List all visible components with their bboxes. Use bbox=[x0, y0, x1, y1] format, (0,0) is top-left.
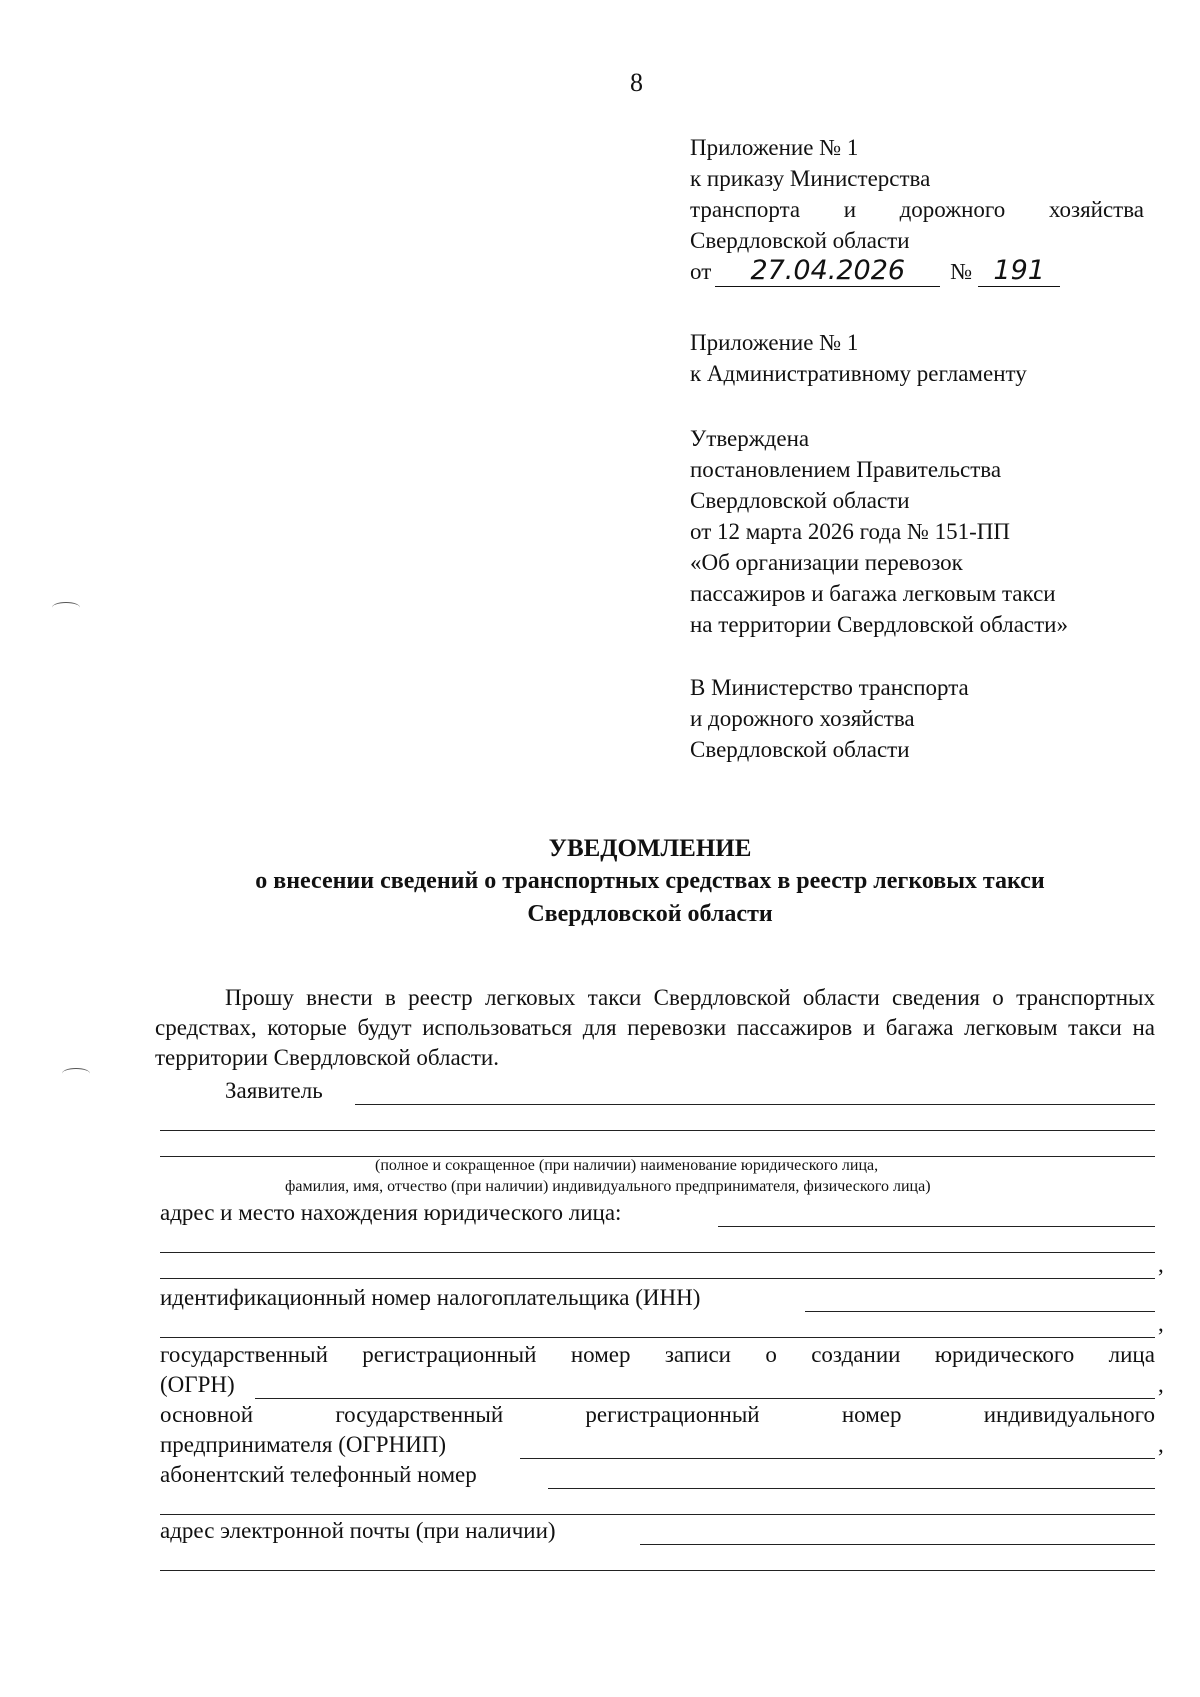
inn-label: идентификационный номер налогоплательщика (ИНН) bbox=[160, 1285, 701, 1310]
addressee-line: Свердловской области bbox=[690, 737, 910, 762]
document-title bbox=[0, 832, 1200, 931]
ogrnip-label: предпринимателя (ОГРНИП) bbox=[160, 1432, 447, 1457]
title-line3: Свердловской области bbox=[527, 901, 773, 927]
appendix-regulation-line1: Приложение № 1 bbox=[690, 330, 859, 355]
address-field-line[interactable] bbox=[160, 1252, 1155, 1253]
title-line1: УВЕДОМЛЕНИЕ bbox=[548, 835, 752, 862]
approved-block bbox=[690, 423, 1160, 640]
approved-line: постановлением Правительства bbox=[690, 457, 1002, 482]
appendix-order-line3 bbox=[690, 194, 1144, 225]
page-number: 8 bbox=[630, 68, 643, 97]
comma: , bbox=[1158, 1372, 1164, 1397]
approved-line: Утверждена bbox=[690, 426, 810, 451]
address-field-line[interactable] bbox=[718, 1226, 1155, 1227]
handwritten-date: 27.04.2026 bbox=[715, 256, 940, 287]
inn-field-line[interactable] bbox=[160, 1337, 1155, 1338]
applicant-field-line[interactable] bbox=[160, 1130, 1155, 1131]
ogrn-text-line bbox=[160, 1342, 1155, 1368]
comma: , bbox=[1158, 1311, 1164, 1336]
approved-line: Свердловской области bbox=[690, 488, 910, 513]
ogrnip-word: индивидуального bbox=[983, 1402, 1155, 1427]
ogrn-label: (ОГРН) bbox=[160, 1372, 235, 1397]
email-field-line[interactable] bbox=[160, 1570, 1155, 1571]
date-prefix: от bbox=[690, 259, 712, 284]
appendix-order-block bbox=[690, 132, 1160, 287]
addressee-line: В Министерство транспорта bbox=[690, 675, 969, 700]
ogrn-word: лица bbox=[1108, 1342, 1155, 1367]
number-prefix: № bbox=[950, 259, 973, 284]
ogrn-word: юридического bbox=[934, 1342, 1075, 1367]
appendix-order-word: хозяйства bbox=[1048, 197, 1144, 222]
ogrn-field-line[interactable] bbox=[255, 1398, 1155, 1399]
comma: , bbox=[1158, 1432, 1164, 1457]
ogrn-word: номер bbox=[570, 1342, 631, 1367]
address-field-line[interactable] bbox=[160, 1278, 1155, 1279]
appendix-order-line1: Приложение № 1 bbox=[690, 135, 859, 160]
approved-line: «Об организации перевозок bbox=[690, 550, 963, 575]
email-field-line[interactable] bbox=[640, 1544, 1155, 1545]
appendix-regulation-block bbox=[690, 327, 1160, 389]
request-text: Прошу внести в реестр легковых такси Свердловской области сведения о транспортных средствах, которые будут использоваться для перевозки пассажиров и багажа легковым такси на территории Свердловской области. bbox=[155, 985, 1155, 1070]
ogrnip-field-line[interactable] bbox=[520, 1458, 1155, 1459]
handwritten-number: 191 bbox=[978, 256, 1060, 287]
ogrnip-word: номер bbox=[841, 1402, 902, 1427]
ogrnip-text-line bbox=[160, 1402, 1155, 1428]
appendix-regulation-line2: к Административному регламенту bbox=[690, 361, 1027, 386]
order-date-number-line bbox=[690, 256, 1160, 287]
ogrnip-word: государственный bbox=[335, 1402, 504, 1427]
phone-field-line[interactable] bbox=[548, 1488, 1155, 1489]
ogrnip-word: основной bbox=[160, 1402, 254, 1427]
appendix-order-word: дорожного bbox=[899, 197, 1006, 222]
approved-line: пассажиров и багажа легковым такси bbox=[690, 581, 1056, 606]
approved-line: от 12 марта 2026 года № 151-ПП bbox=[690, 519, 1011, 544]
ogrnip-word: регистрационный bbox=[585, 1402, 760, 1427]
applicant-field-line[interactable] bbox=[355, 1104, 1155, 1105]
ogrn-word: о bbox=[765, 1342, 777, 1367]
approved-line: на территории Свердловской области» bbox=[690, 612, 1068, 637]
appendix-order-line2: к приказу Министерства bbox=[690, 166, 931, 191]
ogrn-word: записи bbox=[664, 1342, 731, 1367]
applicant-hint: (полное и сокращенное (при наличии) наименование юридического лица, bbox=[375, 1157, 879, 1174]
phone-label: абонентский телефонный номер bbox=[160, 1462, 477, 1487]
ogrn-word: государственный bbox=[160, 1342, 328, 1367]
address-label: адрес и место нахождения юридического лица: bbox=[160, 1200, 622, 1225]
addressee-block bbox=[690, 672, 1160, 765]
scan-mark-icon bbox=[52, 602, 80, 613]
appendix-order-word: и bbox=[843, 197, 856, 222]
email-label: адрес электронной почты (при наличии) bbox=[160, 1518, 556, 1543]
addressee-line: и дорожного хозяйства bbox=[690, 706, 915, 731]
comma: , bbox=[1158, 1252, 1164, 1277]
appendix-order-word: транспорта bbox=[690, 197, 801, 222]
request-paragraph bbox=[155, 983, 1155, 1073]
applicant-label: Заявитель bbox=[225, 1078, 323, 1103]
phone-field-line[interactable] bbox=[160, 1514, 1155, 1515]
scan-mark-icon bbox=[62, 1068, 90, 1079]
appendix-order-line4: Свердловской области bbox=[690, 228, 910, 253]
inn-field-line[interactable] bbox=[805, 1311, 1155, 1312]
applicant-hint: фамилия, имя, отчество (при наличии) индивидуального предпринимателя, физического лица) bbox=[285, 1178, 931, 1195]
ogrn-word: создании bbox=[811, 1342, 901, 1367]
ogrn-word: регистрационный bbox=[362, 1342, 537, 1367]
title-line2: о внесении сведений о транспортных средствах в реестр легковых такси bbox=[255, 868, 1045, 894]
